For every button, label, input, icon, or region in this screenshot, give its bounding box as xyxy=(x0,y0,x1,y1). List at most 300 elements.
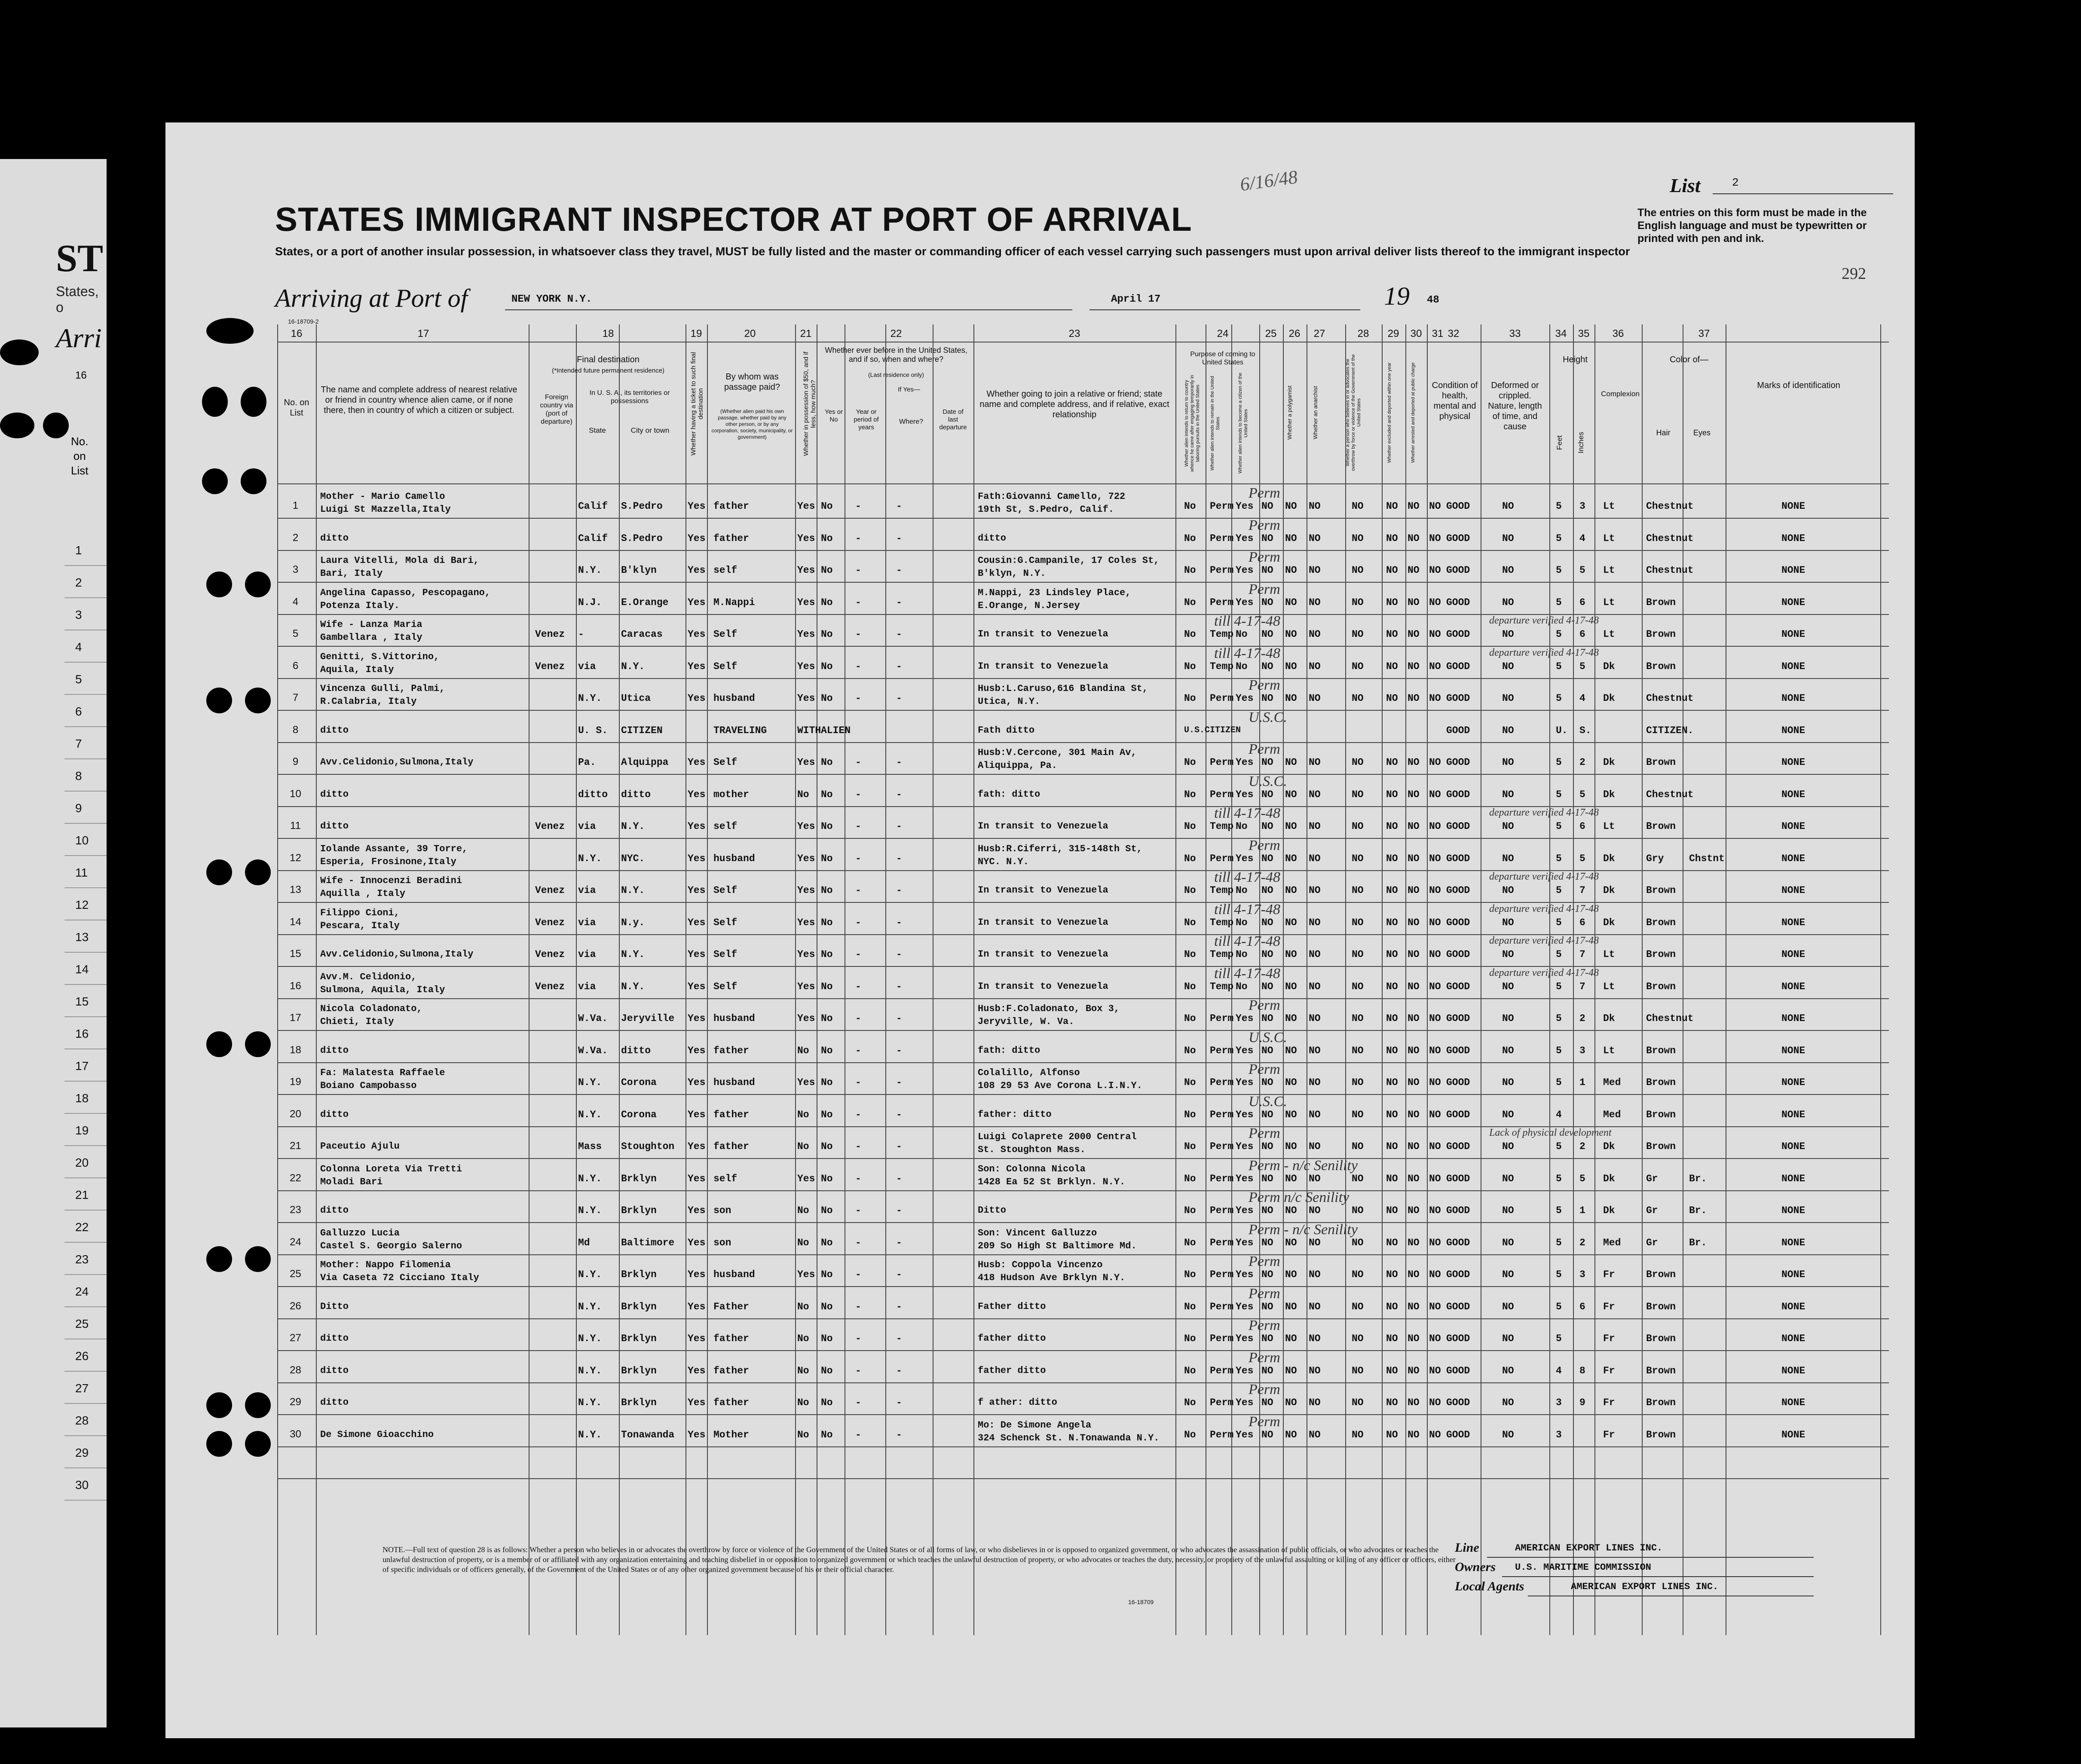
cell-line: Husb:L.Caruso,616 Blandina St, xyxy=(978,683,1148,694)
cell-marks xyxy=(1781,596,1805,609)
handwritten-annotation: U.S.C. xyxy=(1249,773,1287,789)
cell-v30 xyxy=(1408,500,1420,513)
cell-line: 3 xyxy=(1579,1269,1585,1280)
row-number: 5 xyxy=(292,628,299,639)
cell-line: - xyxy=(855,1173,861,1184)
cell-line: Perm xyxy=(1210,565,1234,576)
cell-line: - xyxy=(896,1013,902,1024)
cell-city xyxy=(621,596,668,609)
row-number: 26 xyxy=(290,1300,301,1312)
cell-line: Yes xyxy=(688,629,706,640)
cell-line: ditto xyxy=(621,1045,651,1056)
handwritten-annotation: U.S.C. xyxy=(1249,709,1287,725)
cell-line: NO xyxy=(1309,660,1321,672)
cell-fifty xyxy=(797,980,815,993)
cell-before xyxy=(821,980,833,993)
cell-line: Perm xyxy=(1210,1077,1234,1088)
cell-ticket xyxy=(688,532,705,545)
cell-line: GOOD xyxy=(1446,1333,1470,1344)
cell-line: Self xyxy=(713,981,738,992)
cell-p1 xyxy=(1184,500,1196,513)
cell-where xyxy=(896,820,902,833)
cell-where xyxy=(896,1204,902,1217)
cell-feet xyxy=(1556,500,1562,513)
cell-line: Dk xyxy=(1603,789,1615,800)
row-number: 9 xyxy=(292,756,299,767)
cell-line: - xyxy=(855,1301,861,1312)
cell-line: father xyxy=(713,1141,749,1152)
cell-ticket xyxy=(688,1204,705,1217)
cell-city xyxy=(621,916,645,929)
cell-line: NO xyxy=(1386,532,1398,544)
left-page-col-num: 16 xyxy=(75,370,87,381)
cell-deformed xyxy=(1502,852,1514,865)
cell-v31 xyxy=(1429,788,1441,801)
cell-line: NO xyxy=(1502,565,1514,576)
cell-paid xyxy=(713,724,767,737)
cell-marks xyxy=(1781,1364,1805,1377)
cell-line: via xyxy=(578,885,596,896)
cell-deformed xyxy=(1502,1268,1514,1281)
cell-v29 xyxy=(1386,756,1398,769)
left-page-row-line xyxy=(64,1177,107,1178)
cell-line: 8 xyxy=(1579,1365,1585,1376)
cell-line: Calif xyxy=(578,501,608,512)
cell-feet xyxy=(1556,1140,1562,1153)
cell-line: NO xyxy=(1352,981,1364,992)
cell-feet xyxy=(1556,916,1562,929)
cell-line: Perm xyxy=(1210,1365,1234,1376)
cell-line: NO xyxy=(1386,885,1398,896)
cell-v29 xyxy=(1386,628,1398,641)
cell-v29 xyxy=(1386,692,1398,705)
cell-line: NO xyxy=(1261,1045,1273,1056)
cell-deformed xyxy=(1502,1044,1514,1057)
header-purpose: Purpose of coming to United States xyxy=(1190,351,1255,366)
header-feet: Feet xyxy=(1555,435,1564,450)
header-purpose-remain: Whether alien intends to remain in the United States xyxy=(1210,376,1221,471)
cell-line: - xyxy=(855,532,861,544)
cell-line: NO xyxy=(1309,917,1321,928)
header-no-on-list: No. on List xyxy=(284,398,309,418)
cell-line: No xyxy=(1184,1237,1196,1248)
cell-line: NO xyxy=(1261,789,1273,800)
row-number: 13 xyxy=(290,884,301,896)
cell-v28 xyxy=(1352,1300,1364,1313)
cell-marks xyxy=(1781,1012,1805,1025)
cell-line: NO xyxy=(1285,629,1297,640)
cell-before xyxy=(821,1364,833,1377)
cell-line: NO xyxy=(1261,501,1273,512)
cell-fifty xyxy=(797,884,815,897)
header-relative: The name and complete address of nearest relative or friend in country whence alien came, or if none there, then in country of which a citizen or subject. xyxy=(321,385,517,415)
cell-line: - xyxy=(855,1205,861,1216)
cell-relative xyxy=(320,587,490,612)
cell-line: NYC. xyxy=(621,853,645,864)
cell-v29 xyxy=(1386,1300,1398,1313)
cell-line: NO xyxy=(1309,1077,1321,1088)
punch-hole xyxy=(206,688,232,713)
cell-line: NO xyxy=(1502,532,1514,544)
cell-p3 xyxy=(1236,788,1253,801)
cell-line: 5 xyxy=(1556,660,1562,672)
cell-v27 xyxy=(1309,788,1321,801)
cell-deformed xyxy=(1502,628,1514,641)
cell-relative xyxy=(320,1227,462,1253)
cell-v31 xyxy=(1429,916,1441,929)
cell-line: NO xyxy=(1408,532,1420,544)
cell-line: NO xyxy=(1386,629,1398,640)
cell-line: NO xyxy=(1352,1269,1364,1280)
cell-line: Yes xyxy=(797,949,815,960)
cell-line: In transit to Venezuela xyxy=(978,629,1108,639)
cell-city xyxy=(621,1172,657,1185)
cell-v29 xyxy=(1386,948,1398,961)
cell-line: GOOD xyxy=(1446,1045,1470,1056)
row-number: 19 xyxy=(290,1076,301,1088)
cell-where xyxy=(896,564,902,577)
cell-line: No xyxy=(797,1333,809,1344)
cell-line: NO xyxy=(1386,1397,1398,1408)
cell-line: NO xyxy=(1261,565,1273,576)
cell-line: GOOD xyxy=(1446,565,1470,576)
cell-line: - xyxy=(855,1077,861,1088)
cell-line: NO xyxy=(1309,821,1321,832)
cell-line: 2 xyxy=(1579,1237,1585,1248)
cell-where xyxy=(896,532,902,545)
cell-line: 6 xyxy=(1579,629,1585,640)
cell-line: No xyxy=(821,1205,833,1216)
cell-hair xyxy=(1646,1108,1676,1121)
cell-line: NO xyxy=(1285,596,1297,608)
cell-inches xyxy=(1579,916,1585,929)
cell-line: No xyxy=(1184,789,1196,800)
cell-feet xyxy=(1556,1012,1562,1025)
cell-deformed xyxy=(1502,1364,1514,1377)
cell-line: No xyxy=(821,532,833,544)
cell-hair xyxy=(1646,628,1676,641)
cell-line: No xyxy=(821,917,833,928)
cell-complexion xyxy=(1603,596,1615,609)
cell-marks xyxy=(1781,1268,1805,1281)
footer-form-code: 16-18709 xyxy=(1128,1599,1154,1605)
punch-hole xyxy=(206,318,254,344)
cell-line: NO xyxy=(1309,596,1321,608)
cell-line: 5 xyxy=(1556,1045,1562,1056)
cell-line: NO xyxy=(1309,629,1321,640)
cell-line: NO xyxy=(1285,1173,1297,1184)
cell-marks xyxy=(1781,1300,1805,1313)
left-page-row-line xyxy=(64,597,107,598)
cell-feet xyxy=(1556,1044,1562,1057)
cell-line: Yes xyxy=(688,1429,706,1440)
cell-v26 xyxy=(1285,1364,1297,1377)
cell-line: No xyxy=(821,1045,833,1056)
cell-line: husband xyxy=(713,693,755,704)
left-page-row-number: 22 xyxy=(75,1220,89,1234)
left-page-row-number: 8 xyxy=(75,769,82,783)
cell-line: 108 29 53 Ave Corona L.I.N.Y. xyxy=(978,1080,1142,1091)
cell-line: NONE xyxy=(1781,1333,1806,1344)
cell-line: Bari, Italy xyxy=(320,568,383,579)
cell-line: NO xyxy=(1502,917,1514,928)
left-page-row-number: 12 xyxy=(75,898,89,911)
agents-label: Local Agents xyxy=(1455,1579,1524,1593)
left-page-no-header xyxy=(71,434,88,478)
cell-v31 xyxy=(1429,756,1441,769)
cell-v31 xyxy=(1429,1300,1441,1313)
cell-health xyxy=(1446,1012,1470,1025)
port-value: NEW YORK N.Y. xyxy=(511,293,592,305)
left-page-row-number: 13 xyxy=(75,930,89,944)
cell-line: Br. xyxy=(1689,1173,1707,1184)
cell-line: Yes xyxy=(688,757,706,768)
cell-line: NO xyxy=(1429,821,1441,832)
cell-join xyxy=(978,1259,1125,1284)
cell-complexion xyxy=(1603,1236,1621,1249)
left-page-row-number: 21 xyxy=(75,1188,89,1201)
cell-line: NO xyxy=(1502,1045,1514,1056)
cell-v30 xyxy=(1408,884,1420,897)
cell-feet xyxy=(1556,596,1562,609)
cell-hair xyxy=(1646,564,1693,577)
handwritten-annotation: till 4-17-48 xyxy=(1214,805,1280,821)
cell-p1 xyxy=(1184,884,1196,897)
cell-line: Fr xyxy=(1603,1333,1615,1344)
table-row xyxy=(277,517,1880,552)
cell-join xyxy=(978,948,1108,961)
cell-line: - xyxy=(855,853,861,864)
cell-line: S. xyxy=(1579,725,1591,736)
cell-line: N.Y. xyxy=(578,1429,602,1440)
header-ticket: Whether having a ticket to such final destination xyxy=(690,352,704,456)
cell-fifty xyxy=(797,1332,809,1345)
cell-state xyxy=(578,1076,602,1089)
cell-complexion xyxy=(1603,1108,1621,1121)
punch-hole xyxy=(245,572,271,597)
cell-line: NO xyxy=(1429,885,1441,896)
cell-relative xyxy=(320,907,400,932)
cell-line: - xyxy=(896,532,902,544)
cell-marks xyxy=(1781,1396,1805,1409)
cell-line: NO xyxy=(1429,1205,1441,1216)
cell-p1 xyxy=(1184,1204,1196,1217)
left-page-row-line xyxy=(64,694,107,695)
cell-fifty xyxy=(797,1076,815,1089)
cell-line: NO xyxy=(1352,1045,1364,1056)
cell-line: Brown xyxy=(1646,1045,1676,1056)
left-page-row-line xyxy=(64,758,107,759)
cell-line: NO xyxy=(1285,1301,1297,1312)
cell-line: E.Orange xyxy=(621,596,669,608)
cell-line: NO xyxy=(1429,981,1441,992)
cell-p1 xyxy=(1184,1076,1196,1089)
cell-line: NO xyxy=(1352,949,1364,960)
cell-v31 xyxy=(1429,1076,1441,1089)
handwritten-annotation: Perm xyxy=(1249,1382,1280,1397)
cell-complexion xyxy=(1603,1268,1615,1281)
cell-foreign xyxy=(535,916,565,929)
cell-relative xyxy=(320,651,439,676)
cell-ticket xyxy=(688,1012,705,1025)
cell-line: Boiano Campobasso xyxy=(320,1080,417,1091)
left-page-row-number: 26 xyxy=(75,1349,89,1363)
cell-line: 5 xyxy=(1556,1333,1562,1344)
cell-where xyxy=(896,852,902,865)
cell-state xyxy=(578,1044,608,1057)
cell-join xyxy=(978,682,1148,708)
cell-before xyxy=(821,756,833,769)
row-number: 1 xyxy=(292,500,299,511)
handwritten-annotation: Perm xyxy=(1249,1413,1280,1430)
cell-line: NO xyxy=(1261,1269,1273,1280)
table-row xyxy=(277,1221,1880,1257)
cell-line: NO xyxy=(1352,1333,1364,1344)
cell-relative xyxy=(320,756,473,769)
cell-health xyxy=(1446,820,1470,833)
cell-v25 xyxy=(1261,1140,1273,1153)
cell-line: ditto xyxy=(320,1365,349,1376)
cell-line: - xyxy=(855,789,861,800)
cell-fifty xyxy=(797,692,815,705)
cell-paid xyxy=(713,1108,749,1121)
cell-line: W.Va. xyxy=(578,1045,608,1056)
cell-line: Jeryville, W. Va. xyxy=(978,1016,1074,1027)
cell-v25 xyxy=(1261,1300,1273,1313)
cell-health xyxy=(1446,980,1470,993)
cell-line: Yes xyxy=(1236,693,1254,704)
cell-p2 xyxy=(1210,1268,1233,1281)
cell-city xyxy=(621,820,645,833)
cell-hair xyxy=(1646,1364,1676,1377)
cell-paid xyxy=(713,532,749,545)
cell-line: GOOD xyxy=(1446,1077,1470,1088)
cell-line: NO xyxy=(1386,660,1398,672)
cell-line: - xyxy=(855,1013,861,1024)
cell-line: NO xyxy=(1309,1205,1321,1216)
cell-p3 xyxy=(1236,660,1248,673)
cell-city xyxy=(621,564,657,577)
cell-line: NO xyxy=(1386,1333,1398,1344)
cell-relative xyxy=(320,1332,349,1345)
cell-v28 xyxy=(1352,916,1364,929)
cell-v29 xyxy=(1386,1108,1398,1121)
cell-city xyxy=(621,1204,657,1217)
cell-line: - xyxy=(855,1269,861,1280)
cell-line: Yes xyxy=(797,660,815,672)
cell-line: NO xyxy=(1429,1173,1441,1184)
cell-marks xyxy=(1781,788,1805,801)
cell-line: NO xyxy=(1285,532,1297,544)
header-complexion: Complexion xyxy=(1601,390,1640,398)
cell-line: Yes xyxy=(688,501,706,512)
cell-inches xyxy=(1579,1012,1585,1025)
cell-v29 xyxy=(1386,884,1398,897)
cell-line: 6 xyxy=(1579,1301,1585,1312)
cell-line: Yes xyxy=(688,1333,706,1344)
handwritten-annotation: Perm xyxy=(1249,997,1280,1013)
cell-line: 1428 Ea 52 St Brklyn. N.Y. xyxy=(978,1176,1126,1187)
cell-hair xyxy=(1646,852,1664,865)
cell-line: Temp xyxy=(1210,949,1234,960)
cell-p3 xyxy=(1236,1268,1253,1281)
year-prefix: 19 xyxy=(1384,282,1410,310)
punch-hole xyxy=(43,413,69,438)
cell-inches xyxy=(1579,852,1585,865)
cell-inches xyxy=(1579,788,1585,801)
cell-line: ditto xyxy=(320,725,349,736)
cell-v30 xyxy=(1408,916,1420,929)
cell-line: Self xyxy=(713,629,738,640)
cell-p2 xyxy=(1210,1076,1233,1089)
left-page-row-number: 6 xyxy=(75,705,82,718)
handwritten-annotation: till 4-17-48 xyxy=(1214,869,1280,885)
cell-v31 xyxy=(1429,1364,1441,1377)
cell-complexion xyxy=(1603,1364,1615,1377)
cell-line: NO xyxy=(1429,532,1441,544)
cell-join xyxy=(978,1067,1142,1092)
handwritten-note: departure verified 4-17-48 xyxy=(1489,903,1599,914)
cell-line: Dk xyxy=(1603,1013,1615,1024)
cell-fifty xyxy=(797,820,815,833)
cell-line: N.Y. xyxy=(578,853,602,864)
cell-line: NO xyxy=(1502,949,1514,960)
cell-line: Wife - Innocenzi Beradini xyxy=(320,875,462,886)
cell-line: N.Y. xyxy=(578,1365,602,1376)
cell-p1 xyxy=(1184,564,1196,577)
cell-line: N.Y. xyxy=(578,565,602,576)
cell-line: Yes xyxy=(688,1301,706,1312)
punch-hole xyxy=(245,1031,271,1057)
cell-fifty xyxy=(797,916,815,929)
owners-value: U.S. MARITIME COMMISSION xyxy=(1515,1562,1651,1573)
cell-line: NO xyxy=(1285,885,1297,896)
cell-v25 xyxy=(1261,596,1273,609)
cell-line: NO xyxy=(1285,1429,1297,1440)
cell-inches xyxy=(1579,1204,1585,1217)
cell-line: Brown xyxy=(1646,1365,1676,1376)
cell-state xyxy=(578,532,608,545)
cell-line: NONE xyxy=(1781,885,1806,896)
cell-line: Yes xyxy=(797,1269,815,1280)
owners-label: Owners xyxy=(1455,1560,1496,1574)
cell-line: No xyxy=(821,1301,833,1312)
cell-fifty xyxy=(797,1396,809,1409)
cell-line: No xyxy=(1236,917,1248,928)
cell-line: No xyxy=(821,789,833,800)
cell-inches xyxy=(1579,596,1585,609)
left-page-row-line xyxy=(64,1274,107,1275)
cell-marks xyxy=(1781,1172,1805,1185)
cell-line: No xyxy=(821,660,833,672)
cell-line: NO xyxy=(1309,565,1321,576)
cell-v30 xyxy=(1408,660,1420,673)
cell-p1 xyxy=(1184,1108,1196,1121)
cell-line: NO xyxy=(1386,1301,1398,1312)
cell-line: NO xyxy=(1386,1013,1398,1024)
page-stamp-number: 292 xyxy=(1842,265,1866,283)
cell-line: Yes xyxy=(1236,532,1254,544)
cell-line: NONE xyxy=(1781,660,1806,672)
cell-line: NO xyxy=(1285,821,1297,832)
cell-health xyxy=(1446,948,1470,961)
cell-line: 5 xyxy=(1556,693,1562,704)
cell-line: NO xyxy=(1261,981,1273,992)
cell-v29 xyxy=(1386,1332,1398,1345)
cell-p2 xyxy=(1210,1204,1233,1217)
cell-line: fath: ditto xyxy=(978,1045,1040,1056)
column-number: 31 xyxy=(1432,328,1444,339)
